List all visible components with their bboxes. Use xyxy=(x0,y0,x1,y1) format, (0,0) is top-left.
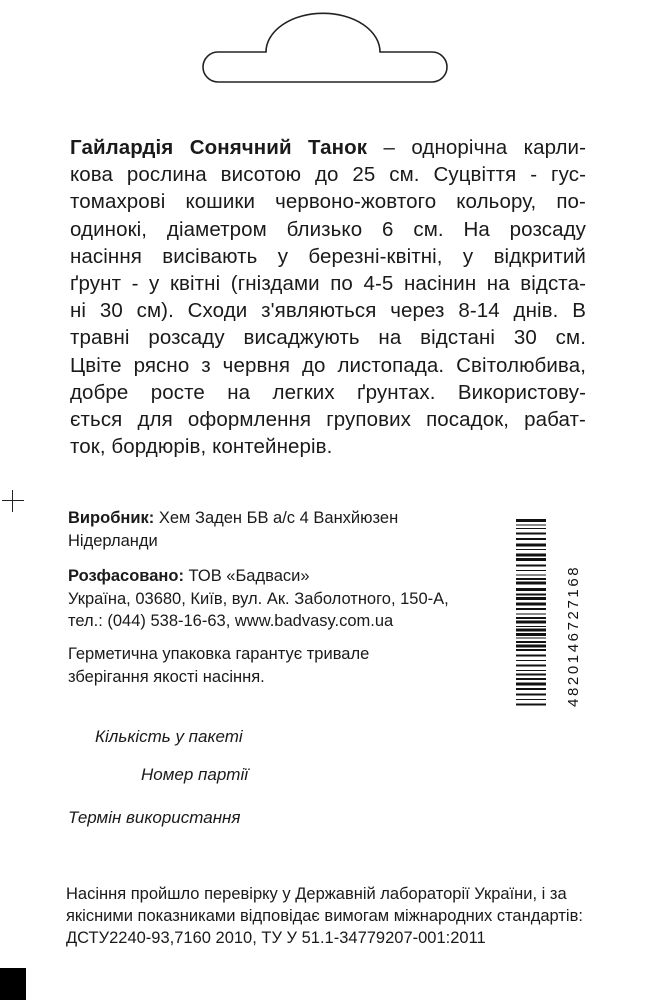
barcode-bar xyxy=(516,638,546,639)
barcode xyxy=(516,517,588,709)
barcode-bar xyxy=(516,554,546,557)
barcode-bar xyxy=(516,603,546,606)
expiry-label: Термін використання xyxy=(68,808,241,827)
barcode-bar xyxy=(516,528,546,529)
product-description xyxy=(70,134,586,460)
barcode-digits: 4820146727168 xyxy=(565,564,582,707)
barcode-bar xyxy=(516,594,546,596)
barcode-bar xyxy=(516,633,546,636)
barcode-bar xyxy=(516,582,546,585)
barcode-bar xyxy=(516,549,546,550)
description-line-10: добре росте на легких ґрунтах. Використову- xyxy=(70,380,586,404)
certification-line-3: ДСТУ2240-93,7160 2010, ТУ У 51.1-34779207-001:2011 xyxy=(66,929,486,947)
certification-line-2: якісними показниками відповідає вимогам міжнародних стандартів: xyxy=(66,907,583,925)
barcode-bar xyxy=(516,570,546,571)
corner-registration-block xyxy=(0,968,26,1000)
barcode-bar xyxy=(516,608,546,610)
barcode-bar xyxy=(516,699,546,700)
certification-line-1: Насіння пройшло перевірку у Державній лабораторії України, і за xyxy=(66,885,567,903)
description-line-9: Цвіте рясно з червня до листопада. Світолюбива, xyxy=(70,353,586,377)
barcode-bar xyxy=(516,538,546,540)
description-line-3: томахрові кошики червоно-жовтого кольору, по- xyxy=(70,190,586,214)
barcode-bar xyxy=(516,614,546,615)
packer-value: ТОВ «Бадваси» xyxy=(183,567,310,585)
description-line-12: ток, бордюрів, контейнерів. xyxy=(70,435,333,459)
barcode-bar xyxy=(516,678,546,680)
description-line-8: травні розсаду висаджують на відстані 30 см. xyxy=(70,326,586,350)
barcode-bar xyxy=(516,621,546,624)
barcode-bar xyxy=(516,588,546,591)
barcode-bar xyxy=(516,575,546,576)
quantity-label: Кількість у пакеті xyxy=(95,727,243,746)
barcode-bar xyxy=(516,578,546,580)
packer-address: Україна, 03680, Київ, вул. Ак. Заболотного, 150-А, xyxy=(68,589,449,608)
registration-mark xyxy=(2,490,24,512)
description-line-6: ґрунт - у квітні (гніздами по 4-5 насінин на відста- xyxy=(70,272,586,296)
barcode-bar xyxy=(516,641,546,643)
barcode-bar xyxy=(516,665,546,667)
barcode-bar xyxy=(516,655,546,657)
description-line-5: насіння висівають у березні-квітні, у відкритий xyxy=(70,244,586,268)
certification-text xyxy=(66,883,596,949)
description-line-11: ється для оформлення групових посадок, рабат- xyxy=(70,408,586,432)
description-line-7: ні 30 см). Сходи з'являються через 8-14 днів. В xyxy=(70,299,586,323)
product-name: Гайлардія Сонячний Танок xyxy=(70,136,368,159)
producer-value: Хем Заден БВ а/с 4 Ванхйюзен xyxy=(154,509,399,527)
barcode-bar xyxy=(516,670,546,671)
storage-note xyxy=(68,643,508,688)
batch-number-label: Номер партії xyxy=(141,765,248,784)
description-line-2: кова рослина висотою до 25 см. Суцвіття - гус- xyxy=(70,163,586,187)
barcode-bar xyxy=(516,565,546,567)
barcode-bar xyxy=(516,533,546,535)
packer-block xyxy=(68,565,508,633)
barcode-bar xyxy=(516,544,546,547)
barcode-bar xyxy=(516,645,546,648)
packer-label: Розфасовано: xyxy=(68,567,184,585)
description-line-4: одинокі, діаметром близько 6 см. На розсаду xyxy=(70,217,586,241)
producer-country: Нідерланди xyxy=(68,531,158,550)
hang-hole-outline xyxy=(0,0,646,100)
barcode-bar xyxy=(516,683,546,686)
producer-block xyxy=(68,507,508,552)
barcode-bar xyxy=(516,649,546,651)
barcode-bar xyxy=(516,626,546,627)
barcode-bar xyxy=(516,629,546,632)
packer-contacts: тел.: (044) 538-16-63, www.badvasy.com.ua xyxy=(68,612,394,630)
barcode-bar xyxy=(516,660,546,661)
barcode-bar xyxy=(516,519,546,522)
producer-label: Виробник: xyxy=(68,509,155,527)
barcode-bar xyxy=(516,617,546,619)
storage-line-1: Герметична упаковка гарантує тривале xyxy=(68,645,370,663)
barcode-bar xyxy=(516,525,546,526)
storage-line-2: зберігання якості насіння. xyxy=(68,667,265,686)
description-line-1: – однорічна карли- xyxy=(367,136,586,159)
barcode-bar xyxy=(516,694,546,696)
barcode-bar xyxy=(516,674,546,676)
barcode-bar xyxy=(516,704,546,706)
barcode-bar xyxy=(516,688,546,690)
barcode-bar xyxy=(516,558,546,561)
barcode-bar xyxy=(516,597,546,600)
